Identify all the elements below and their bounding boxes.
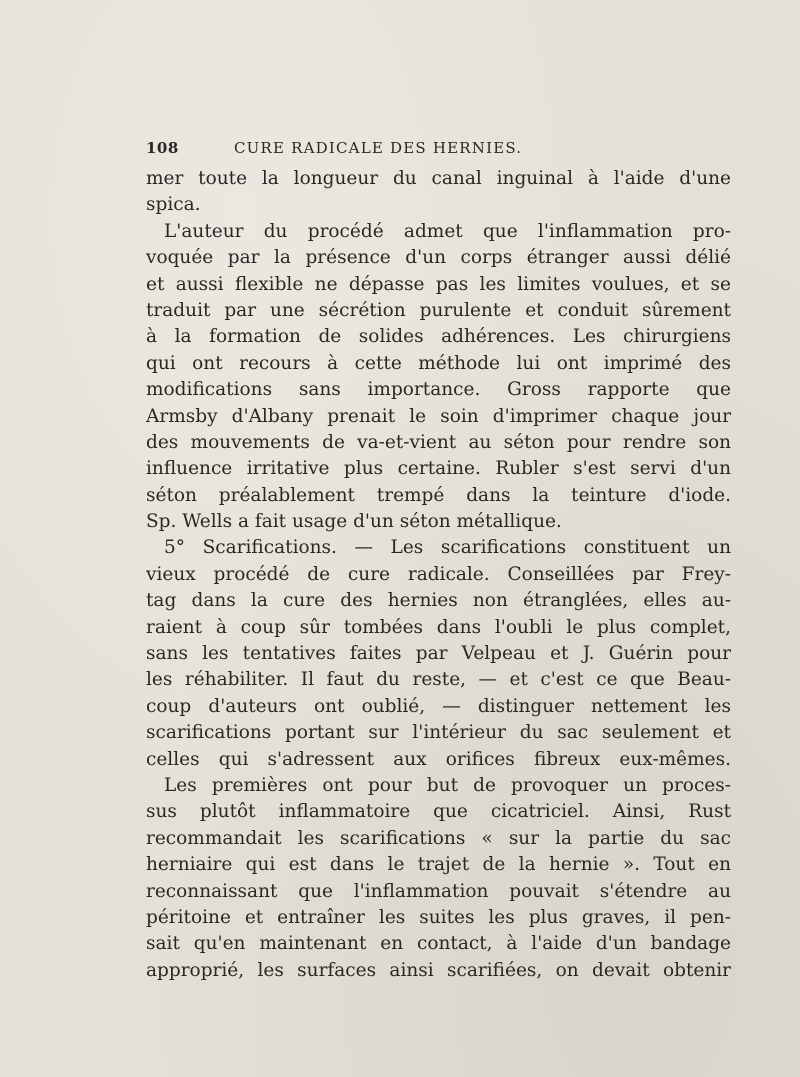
- text-line: traduit par une sécrétion purulente et conduit sûrement: [146, 299, 731, 321]
- page-number: 108: [146, 139, 179, 157]
- text-line: approprié, les surfaces ainsi scarifiées, on devait obtenir: [146, 959, 731, 981]
- text-line: reconnaissant que l'inflammation pouvait s'étendre au: [146, 880, 731, 902]
- text-line: scarifications portant sur l'intérieur du sac seulement et: [146, 722, 731, 744]
- text-line: spica.: [146, 194, 201, 216]
- text-line: modifications sans importance. Gross rapporte que: [146, 379, 731, 401]
- text-line: vieux procédé de cure radicale. Conseillées par Frey-: [146, 563, 731, 585]
- text-line: influence irritative plus certaine. Rubler s'est servi d'un: [146, 458, 731, 480]
- text-line: à la formation de solides adhérences. Les chirurgiens: [146, 326, 731, 348]
- text-line: tag dans la cure des hernies non étranglées, elles au-: [146, 590, 731, 612]
- text-line: herniaire qui est dans le trajet de la hernie ». Tout en: [146, 854, 731, 876]
- page-header: [146, 139, 736, 165]
- text-line: qui ont recours à cette méthode lui ont imprimé des: [146, 352, 731, 374]
- text-line: coup d'auteurs ont oublié, — distinguer nettement les: [146, 695, 731, 717]
- text-line: les réhabiliter. Il faut du reste, — et c'est ce que Beau-: [146, 669, 731, 691]
- text-line: voquée par la présence d'un corps étranger aussi délié: [146, 247, 731, 269]
- text-line: celles qui s'adressent aux orifices fibreux eux-mêmes.: [146, 748, 731, 770]
- text-line: et aussi flexible ne dépasse pas les limites voulues, et se: [146, 273, 731, 295]
- text-line: L'auteur du procédé admet que l'inflammation pro-: [164, 220, 731, 242]
- text-line: 5° Scarifications. — Les scarifications constituent un: [164, 537, 731, 559]
- body-text: [146, 166, 731, 984]
- text-line: péritoine et entraîner les suites les plus graves, il pen-: [146, 906, 731, 928]
- text-line: des mouvements de va-et-vient au séton pour rendre son: [146, 431, 731, 453]
- running-title: CURE RADICALE DES HERNIES.: [234, 139, 523, 157]
- text-line: Les premières ont pour but de provoquer un proces-: [164, 774, 731, 796]
- text-line: Armsby d'Albany prenait le soin d'imprimer chaque jour: [146, 405, 731, 427]
- text-line: raient à coup sûr tombées dans l'oubli le plus complet,: [146, 616, 731, 638]
- text-line: Sp. Wells a fait usage d'un séton métallique.: [146, 511, 562, 533]
- text-line: sans les tentatives faites par Velpeau et J. Guérin pour: [146, 643, 731, 665]
- text-line: séton préalablement trempé dans la teinture d'iode.: [146, 484, 731, 506]
- text-line: recommandait les scarifications « sur la partie du sac: [146, 827, 731, 849]
- text-line: sait qu'en maintenant en contact, à l'aide d'un bandage: [146, 933, 731, 955]
- text-line: mer toute la longueur du canal inguinal à l'aide d'une: [146, 168, 731, 189]
- text-line: sus plutôt inflammatoire que cicatriciel. Ainsi, Rust: [146, 801, 731, 823]
